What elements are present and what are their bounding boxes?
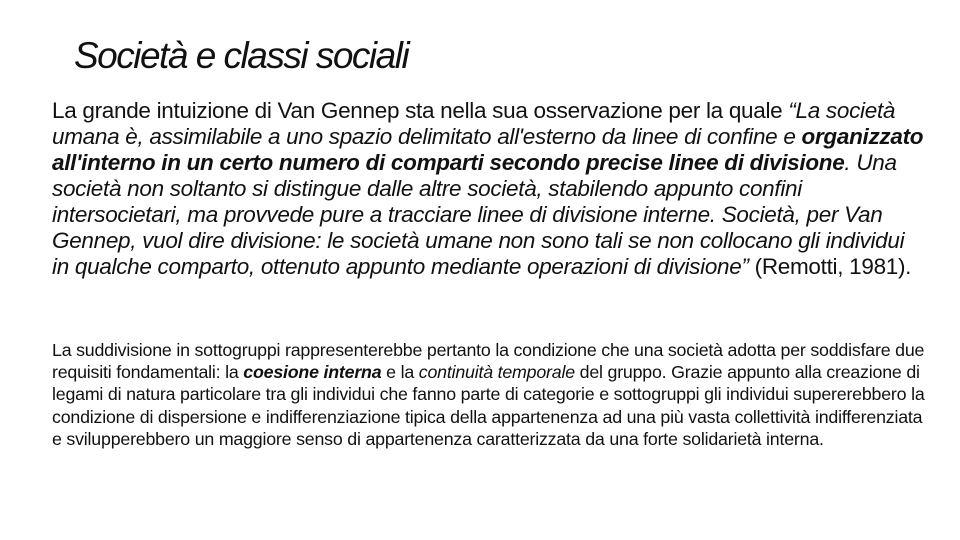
paragraph1-quote-end: . Una società non soltanto si distingue dalle altre società, stabilendo appunto confini intersocietari, ma provvede pure a tracciare linee di divisione interne. Società, per Van Gennep, vuol dire divisione: le società umane non sono tali se non collocano gli individui in qualche comparto, ottenuto appunto mediante operazioni di divisione” [52, 150, 905, 279]
paragraph-subgroups [52, 339, 926, 450]
paragraph2-part3: del gruppo. Grazie appunto alla creazione di legami di natura particolare tra gli individui che fanno parte di categorie e sottogruppi gli individui supererebbero la condizione di dispersione e indifferenziazione tipica della appartenenza ad una più vasta collettività indifferenziata e svilupperebbero un maggiore senso di appartenenza caratterizzata da una forte solidarietà interna. [52, 362, 925, 449]
paragraph1-citation: (Remotti, 1981). [748, 254, 912, 279]
paragraph1-intro: La grande intuizione di Van Gennep sta nella sua osservazione per la quale [52, 98, 789, 123]
paragraph2-part2: e la [381, 362, 419, 383]
paragraph1-quote-start: “La società umana è, assimilabile a uno spazio delimitato all'esterno da linee di confine e [52, 98, 896, 149]
paragraph2-coesione-interna: coesione interna [243, 362, 382, 383]
paragraph-van-gennep-quote [52, 98, 926, 280]
paragraph2-part1: La suddivisione in sottogruppi rappresenterebbe pertanto la condizione che una società adotta per soddisfare due requisiti fondamentali: la [52, 340, 925, 383]
paragraph1-quote-bold: organizzato all'interno in un certo numero di comparti secondo precise linee di divisione [52, 124, 924, 175]
paragraph2-continuita-temporale: continuità temporale [418, 362, 575, 383]
slide-title: Società e classi sociali [74, 35, 409, 76]
